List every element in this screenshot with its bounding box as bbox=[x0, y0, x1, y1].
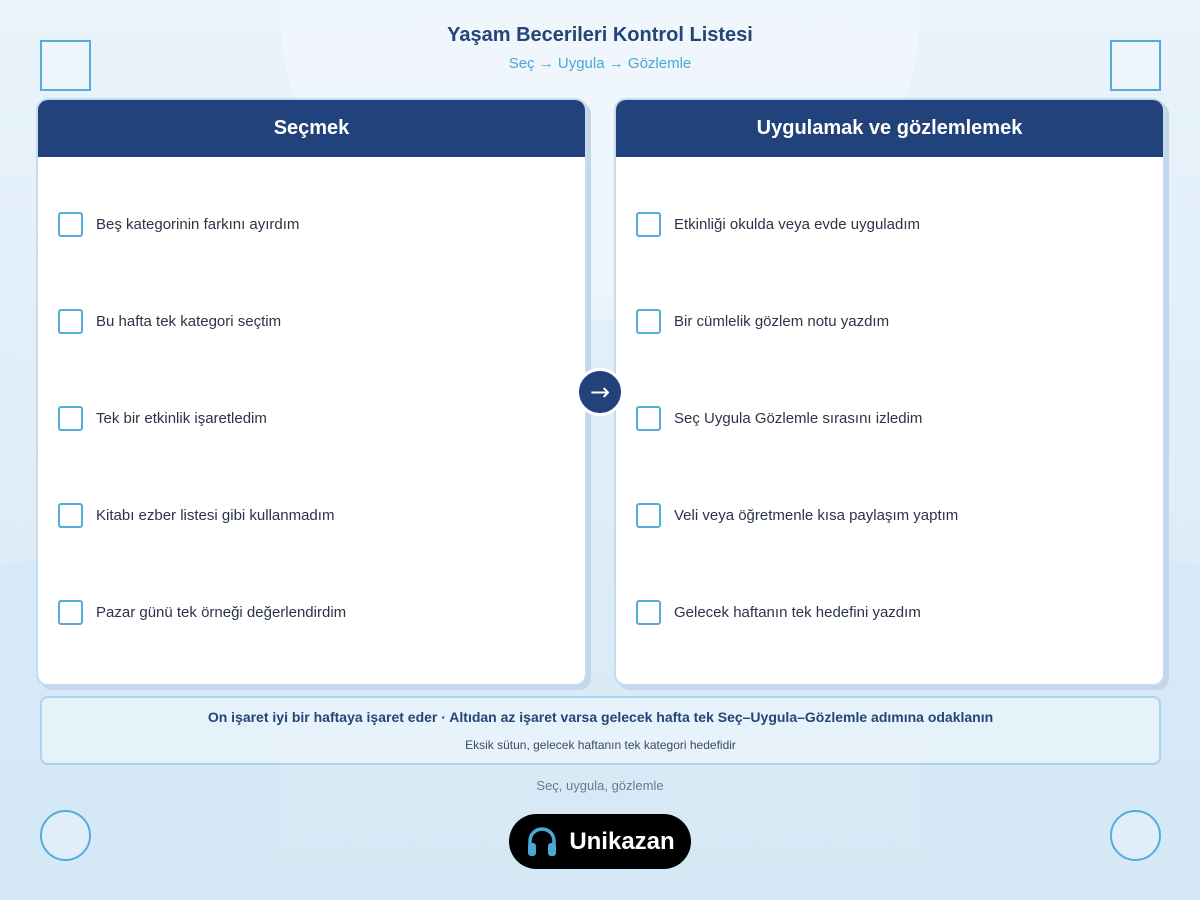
arrow-right-icon: → bbox=[576, 368, 624, 416]
page-title: Yaşam Becerileri Kontrol Listesi bbox=[447, 24, 753, 46]
checkbox[interactable] bbox=[58, 406, 83, 431]
checkbox[interactable] bbox=[636, 406, 661, 431]
headphones-icon bbox=[525, 825, 559, 859]
checklist-item[interactable] bbox=[58, 502, 334, 528]
checklist-item-label: Pazar günü tek örneği değerlendirdim bbox=[96, 603, 347, 621]
summary-note-sub: Eksik sütun, gelecek haftanın tek kategori hedefidir bbox=[465, 738, 736, 752]
checklist-item-label: Kitabı ezber listesi gibi kullanmadım bbox=[96, 506, 335, 524]
checkbox[interactable] bbox=[58, 309, 83, 334]
page-header bbox=[0, 24, 1200, 72]
checklist-item[interactable] bbox=[636, 308, 889, 334]
checklist-item-label: Bu hafta tek kategori seçtim bbox=[96, 312, 282, 330]
checklist-item[interactable] bbox=[58, 308, 281, 334]
checkbox[interactable] bbox=[58, 503, 83, 528]
checkbox[interactable] bbox=[636, 503, 661, 528]
checklist-item[interactable] bbox=[58, 599, 346, 625]
apply-observe-panel bbox=[614, 98, 1165, 686]
checklist-item[interactable] bbox=[636, 211, 920, 237]
summary-note bbox=[40, 696, 1161, 765]
select-panel-title: Seçmek bbox=[38, 100, 585, 157]
page-subtitle: Seç → Uygula → Gözlemle bbox=[508, 55, 692, 72]
checklist-item-label: Bir cümlelik gözlem notu yazdım bbox=[674, 312, 890, 330]
checklist-item-label: Tek bir etkinlik işaretledim bbox=[96, 409, 267, 427]
checklist-item[interactable] bbox=[58, 211, 299, 237]
select-panel bbox=[36, 98, 587, 686]
checkbox[interactable] bbox=[58, 212, 83, 237]
apply-observe-panel-title: Uygulamak ve gözlemlemek bbox=[616, 100, 1163, 157]
checklist-item[interactable] bbox=[636, 502, 958, 528]
checklist-item[interactable] bbox=[636, 405, 922, 431]
checklist-item[interactable] bbox=[636, 599, 921, 625]
brand-logo bbox=[509, 814, 691, 869]
brand-name: Unikazan bbox=[569, 827, 675, 855]
checkbox[interactable] bbox=[636, 600, 661, 625]
checklist-item-label: Beş kategorinin farkını ayırdım bbox=[96, 215, 300, 233]
checklist-item[interactable] bbox=[58, 405, 267, 431]
checklist-item-label: Gelecek haftanın tek hedefini yazdım bbox=[674, 603, 921, 621]
tagline: Seç, uygula, gözlemle bbox=[536, 778, 664, 793]
checklist-item-label: Seç Uygula Gözlemle sırasını izledim bbox=[674, 409, 923, 427]
checklist-item-label: Veli veya öğretmenle kısa paylaşım yaptım bbox=[674, 506, 959, 524]
checkbox[interactable] bbox=[636, 212, 661, 237]
checkbox[interactable] bbox=[58, 600, 83, 625]
checkbox[interactable] bbox=[636, 309, 661, 334]
checklist-item-label: Etkinliği okulda veya evde uyguladım bbox=[674, 215, 920, 233]
decorative-circle bbox=[1110, 810, 1161, 861]
summary-note-main: On işaret iyi bir haftaya işaret eder · Altıdan az işaret varsa gelecek hafta tek Seç–Uygula–Gözlemle adımına odaklanın bbox=[207, 709, 994, 725]
decorative-circle bbox=[40, 810, 91, 861]
